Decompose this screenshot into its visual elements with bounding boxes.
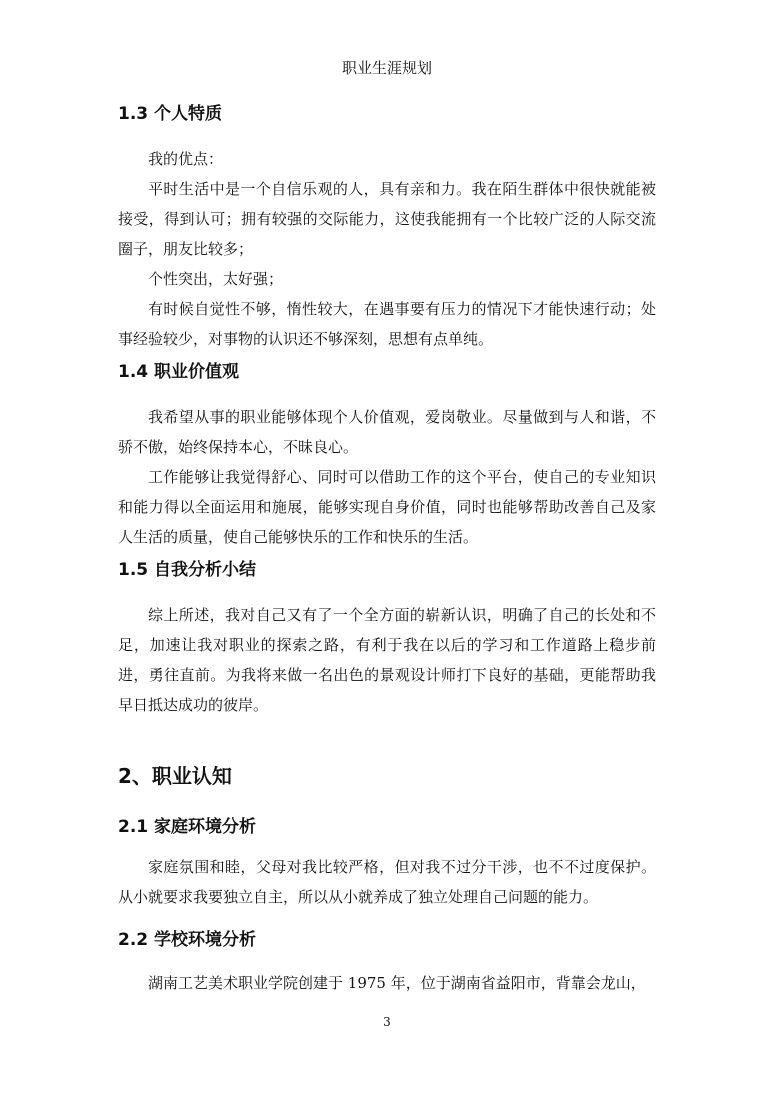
heading-career-values: 1.4 职业价值观: [118, 362, 240, 382]
heading-career-cognition: 2、职业认知: [118, 764, 232, 788]
heading-self-analysis-summary: 1.5 自我分析小结: [118, 560, 257, 580]
page-header-title: 职业生涯规划: [341, 59, 432, 77]
heading-personal-traits: 1.3 个人特质: [118, 104, 223, 124]
paragraph-summary: 综上所述，我对自己又有了一个全方面的崭新认识，明确了自己的长处和不足，加速让我对职业的探索之路，有利于我在以后的学习和工作道路上稳步前进，勇往直前。为我将来做一名出色的景观设计师打下良好的基础，更能帮助我早日抵达成功的彼岸。: [118, 606, 656, 714]
paragraph-values-1: 我希望从事的职业能够体现个人价值观，爱岗敬业。尽量做到与人和谐，不骄不傲，始终保持本心，不昧良心。: [118, 408, 656, 456]
heading-school-environment: 2.2 学校环境分析: [118, 930, 257, 950]
paragraph-weaknesses: 有时候自觉性不够，惰性较大，在遇事要有压力的情况下才能快速行动；处事经验较少，对事物的认识还不够深刻，思想有点单纯。: [118, 300, 656, 348]
heading-family-environment: 2.1 家庭环境分析: [118, 817, 257, 837]
paragraph-family-environment: 家庭氛围和睦，父母对我比较严格，但对我不过分干涉，也不不过度保护。从小就要求我要独立自主，所以从小就养成了独立处理自己问题的能力。: [118, 858, 656, 906]
paragraph-school-environment: 湖南工艺美术职业学院创建于 1975 年，位于湖南省益阳市，背靠会龙山，: [148, 974, 646, 992]
paragraph-values-2: 工作能够让我觉得舒心、同时可以借助工作的这个平台，使自己的专业知识和能力得以全面运用和施展，能够实现自身价值，同时也能够帮助改善自己及家人生活的质量，使自己能够快乐的工作和快乐的生活。: [118, 468, 656, 546]
paragraph-strengths: 平时生活中是一个自信乐观的人，具有亲和力。我在陌生群体中很快就能被接受，得到认可；拥有较强的交际能力，这使我能拥有一个比较广泛的人际交流圈子，朋友比较多；: [118, 180, 656, 258]
paragraph-personality: 个性突出，太好强；: [148, 270, 284, 288]
page-number: 3: [383, 1015, 391, 1029]
paragraph-strengths-label: 我的优点：: [148, 150, 224, 168]
